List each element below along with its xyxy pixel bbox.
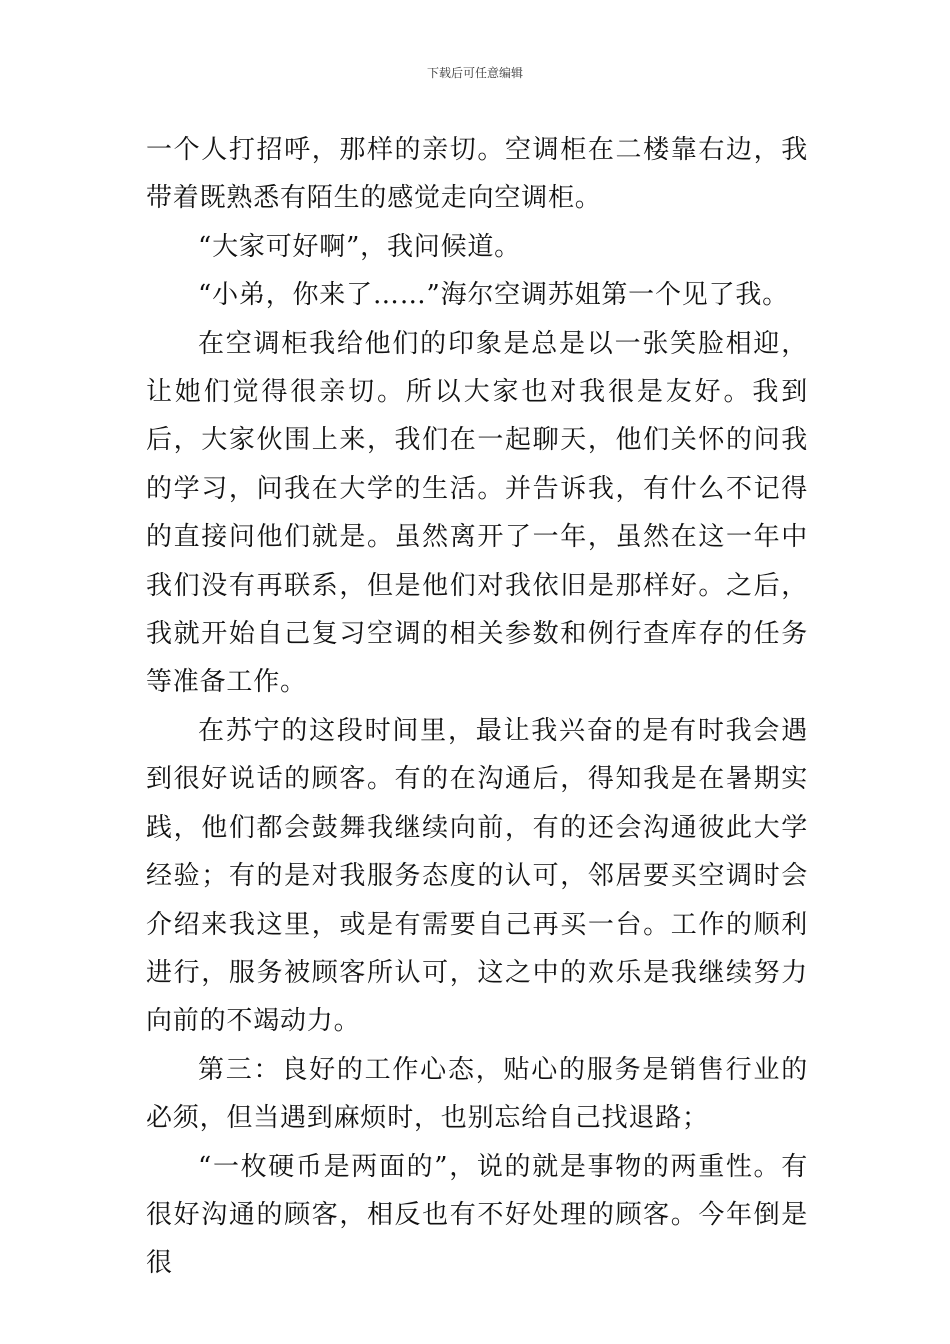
- paragraph-7: “一枚硬币是两面的”，说的就是事物的两重性。有很好沟通的顾客，相反也有不好处理的顾客。今年倒是很: [146, 1151, 808, 1279]
- paragraph-6: 第三：良好的工作心态，贴心的服务是销售行业的必须，但当遇到麻烦时，也别忘给自己找退路；: [146, 1054, 808, 1134]
- document-body: [146, 126, 808, 1288]
- paragraph-2: “大家可好啊”，我问候道。: [198, 231, 521, 262]
- paragraph-5: 在苏宁的这段时间里，最让我兴奋的是有时我会遇到很好说话的顾客。有的在沟通后，得知我是在暑期实践，他们都会鼓舞我继续向前，有的还会沟通彼此大学经验；有的是对我服务态度的认可，邻居要买空调时会介绍来我这里，或是有需要自己再买一台。工作的顺利进行，服务被顾客所认可，这之中的欢乐是我继续努力向前的不竭动力。: [146, 715, 808, 1037]
- paragraph-4: 在空调柜我给他们的印象是总是以一张笑脸相迎，让她们觉得很亲切。所以大家也对我很是友好。我到后，大家伙围上来，我们在一起聊天，他们关怀的问我的学习，问我在大学的生活。并告诉我，有什么不记得的直接问他们就是。虽然离开了一年，虽然在这一年中我们没有再联系，但是他们对我依旧是那样好。之后，我就开始自己复习空调的相关参数和例行查库存的任务等准备工作。: [146, 328, 808, 698]
- paragraph-3: “小弟，你来了……”海尔空调苏姐第一个见了我。: [198, 280, 789, 311]
- paragraph-1: 一个人打招呼，那样的亲切。空调柜在二楼靠右边，我带着既熟悉有陌生的感觉走向空调柜。: [146, 135, 808, 214]
- page-header: 下载后可任意编辑: [426, 66, 523, 80]
